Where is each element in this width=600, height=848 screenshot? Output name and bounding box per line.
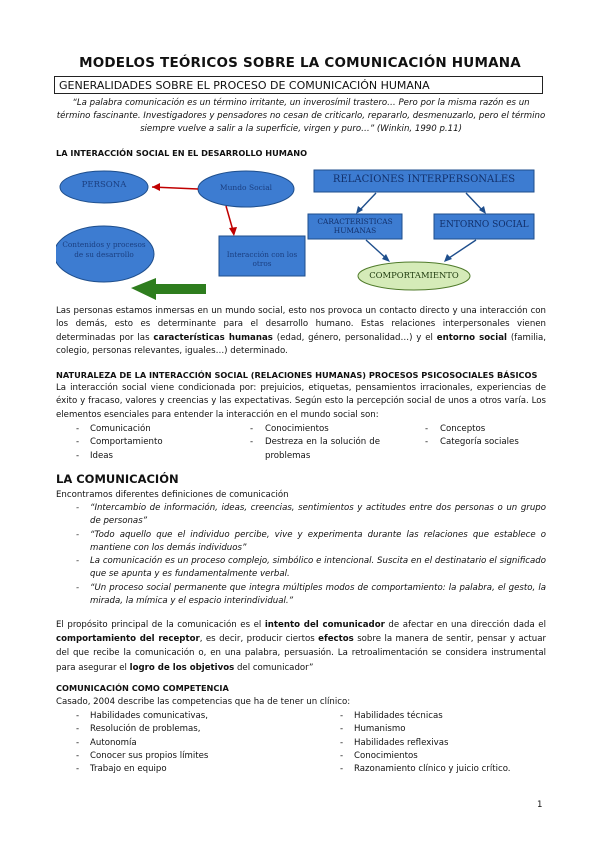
mundo-social-label: Mundo Social [219, 183, 273, 192]
green-arrow [131, 278, 206, 300]
list-item: - Conocer sus propios límites [76, 750, 209, 761]
entorno-label: ENTORNO SOCIAL [439, 220, 529, 230]
list-item: - Conocimientos [340, 750, 418, 761]
list-item: - Habilidades reflexivas [340, 737, 449, 748]
list-item: - Comportamiento [76, 437, 163, 448]
page-title: MODELOS TEÓRICOS SOBRE LA COMUNICACIÓN HUMANA [79, 55, 521, 71]
page-number: 1 [537, 800, 543, 810]
diagram-right [306, 162, 546, 298]
caracteristicas-label: CARACTERISTICAS HUMANAS [317, 217, 393, 235]
competencia-intro: Casado, 2004 describe las competencias que ha de tener un clínico: [56, 697, 351, 707]
list-item: - Conocimientos [250, 424, 329, 434]
list-item: - Autonomía [76, 737, 137, 748]
list-item: - Habilidades comunicativas, [76, 711, 208, 721]
naturaleza-heading: NATURALEZA DE LA INTERACCIÓN SOCIAL (RELACIONES HUMANAS) PROCESOS PSICOSOCIALES BÁSICOS [56, 370, 538, 380]
comportamiento-label: COMPORTAMIENTO [369, 270, 459, 280]
persona-label: PERSONA [81, 180, 127, 190]
contenidos-label: Contenidos y procesos de su desarrollo [62, 240, 146, 259]
interaccion-heading: LA INTERACCIÓN SOCIAL EN EL DESARROLLO HUMANO [56, 148, 308, 158]
list-item: - Trabajo en equipo [76, 764, 167, 775]
list-item: - Conceptos [425, 424, 486, 434]
comunicacion-intro: Encontramos diferentes definiciones de comunicación [56, 490, 289, 500]
interaccion-label: Interacción con los otros [226, 250, 298, 268]
interaccion-paragraph: Las personas estamos inmersas en un mundo social, esto nos provoca un contacto directo y una interacción con los demás, esto es determinante para el desarrollo humano. Estas relaciones interpersonales vienen determinadas por las características humanas (edad, género, personalidad…) y el entorno social (familia, colegio, personas relevantes, iguales…) determinado. [56, 306, 546, 357]
arrowhead-persona [152, 183, 160, 191]
competencia-heading: COMUNICACIÓN COMO COMPETENCIA [56, 683, 229, 693]
list-item: - Ideas [76, 450, 114, 461]
arrowhead-interaccion [229, 227, 237, 236]
diagram-left [56, 162, 306, 300]
list-item: - Comunicación [76, 424, 151, 434]
arrowhead-ent-comp [444, 254, 452, 262]
list-item: - “Un proceso social permanente que integra múltiples modos de comportamiento: la palabra, el gesto, la mirada, la mímica y el espacio interindividual.” [76, 582, 546, 607]
comunicacion-heading: LA COMUNICACIÓN [56, 472, 179, 486]
relaciones-label: RELACIONES INTERPERSONALES [332, 174, 516, 185]
list-item: - “Intercambio de información, ideas, creencias, sentimientos y actitudes entre dos personas o un grupo de personas” [76, 503, 546, 527]
arrow-ent-comp [446, 240, 476, 260]
list-item: - “Todo aquello que el individuo percibe, vive y experimenta durante las relaciones que establece o mantiene con los demás individuos” [76, 529, 546, 553]
list-item: - Destreza en la solución de problemas [250, 437, 380, 461]
naturaleza-paragraph: La interacción social viene condicionada por: prejuicios, etiquetas, pensamientos irracionales, experiencias de éxito y fracaso, valores y creencias y las expectativas. Según esto la percepción social de unos a otros varía. Los elementos esenciales para entender la interacción en el mundo social son: [56, 383, 546, 420]
list-item: - Resolución de problemas, [76, 724, 201, 735]
section-subtitle: GENERALIDADES SOBRE EL PROCESO DE COMUNICACIÓN HUMANA [54, 76, 543, 94]
opening-quote: “La palabra comunicación es un término irritante, un inverosímil trastero… Pero por la misma razón es un término fascinante. Investigadores y pensadores no cesan de criticarlo, repararlo, desmenuzarlo, pero el término siempre vuelve a salir a la superficie, virgen y puro…” (Winkin, 1990 p.11) [56, 98, 546, 134]
competencias-col1 [76, 710, 326, 776]
list-item: - Categoría sociales [425, 437, 519, 448]
elements-col2 [250, 423, 380, 463]
elements-col1 [76, 423, 226, 463]
list-item: - Humanismo [340, 724, 406, 735]
elements-col3 [425, 423, 555, 450]
list-item: - Razonamiento clínico y juicio crítico. [340, 764, 511, 775]
list-item: - La comunicación es un proceso complejo, simbólico e intencional. Suscita en el destinatario el significado que se apunta y es fundamentalmente verbal. [76, 556, 546, 580]
proposito-paragraph: El propósito principal de la comunicación es el intento del comunicador de afectar en una dirección dada el comportamiento del receptor, es decir, producir ciertos efectos sobre la manera de sentir, pensar y actuar del que recibe la comunicación o, en una palabra, persuasión. La retroalimentación se considera instrumental para asegurar el logro de los objetivos del comunicador” [56, 620, 546, 673]
list-item: - Habilidades técnicas [340, 711, 443, 721]
competencias-col2 [340, 710, 550, 776]
definitions-list [76, 502, 546, 608]
